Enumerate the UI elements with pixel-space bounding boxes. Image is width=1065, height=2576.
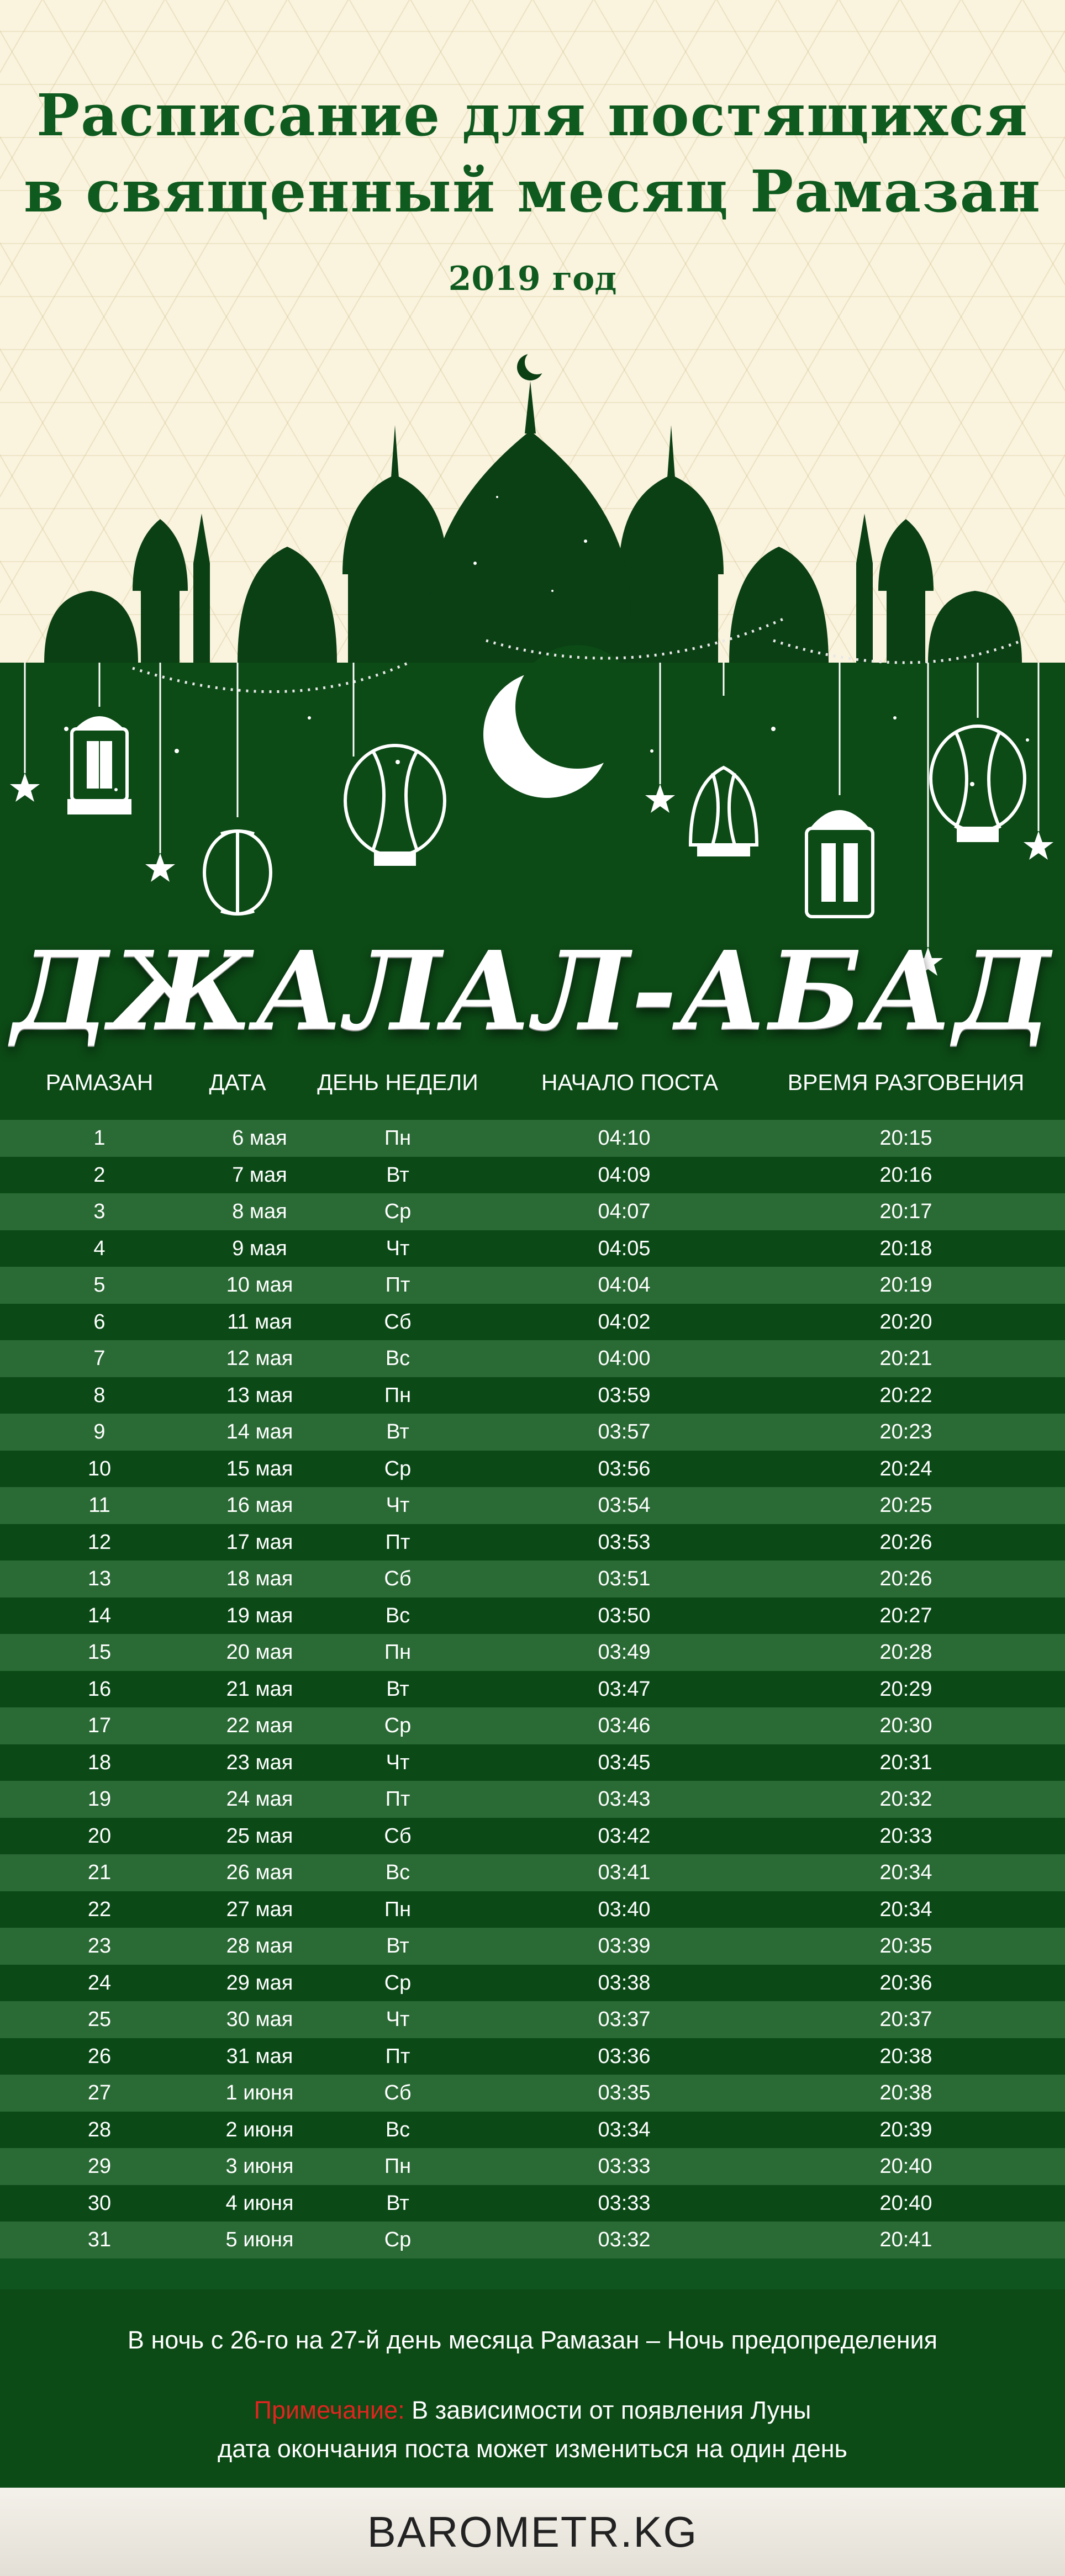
cell-date: 16 мая — [226, 1494, 293, 1517]
remark-note — [0, 2391, 1065, 2468]
cell-weekday: Вт — [386, 1163, 409, 1187]
cell-date: 3 июня — [225, 2155, 294, 2178]
cell-fast-start: 03:51 — [598, 1567, 651, 1590]
cell-weekday: Ср — [384, 1714, 412, 1737]
cell-ramadan-day: 12 — [87, 1530, 112, 1554]
cell-fast-start: 03:41 — [598, 1861, 651, 1884]
table-row — [0, 1193, 1065, 1230]
table-row — [0, 1267, 1065, 1304]
cell-weekday: Вт — [386, 2191, 409, 2215]
cell-weekday: Пн — [384, 1126, 412, 1150]
remark-line-1: В зависимости от появления Луны — [404, 2396, 811, 2424]
table-row — [0, 2038, 1065, 2075]
cell-weekday: Сб — [384, 1567, 412, 1590]
cell-ramadan-day: 17 — [87, 1714, 112, 1737]
cell-ramadan-day: 14 — [87, 1604, 112, 1627]
cell-weekday: Вс — [385, 1861, 410, 1884]
header-weekday: ДЕНЬ НЕДЕЛИ — [317, 1070, 478, 1095]
cell-weekday: Чт — [386, 1236, 410, 1260]
cell-weekday: Пт — [385, 1787, 410, 1811]
cell-fast-start: 03:47 — [598, 1677, 651, 1701]
header-ramadan: РАМАЗАН — [45, 1070, 154, 1095]
remark-label: Примечание: — [254, 2396, 405, 2424]
table-row — [0, 1598, 1065, 1635]
cell-weekday: Вс — [385, 1604, 410, 1627]
cell-ramadan-day: 26 — [87, 2044, 112, 2068]
cell-date: 1 июня — [225, 2081, 294, 2104]
cell-iftar: 20:31 — [879, 1750, 932, 1774]
cell-weekday: Сб — [384, 1310, 412, 1334]
city-name: ДЖАЛАЛ-АБАД — [12, 928, 1053, 1055]
cell-date: 11 мая — [227, 1310, 292, 1334]
cell-date: 9 мая — [232, 1236, 287, 1260]
cell-ramadan-day: 29 — [87, 2155, 112, 2178]
cell-iftar: 20:40 — [879, 2155, 932, 2178]
cell-fast-start: 03:32 — [598, 2228, 651, 2251]
table-row — [0, 2075, 1065, 2112]
cell-fast-start: 03:33 — [598, 2155, 651, 2178]
table-row — [0, 1671, 1065, 1708]
table-row — [0, 1414, 1065, 1451]
header-date: ДАТА — [209, 1070, 266, 1095]
cell-ramadan-day: 4 — [93, 1236, 106, 1260]
table-header — [0, 1066, 1065, 1099]
table-row — [0, 1781, 1065, 1818]
cell-date: 24 мая — [226, 1787, 293, 1811]
cell-fast-start: 03:56 — [598, 1457, 651, 1480]
table-row — [0, 2185, 1065, 2222]
cell-date: 23 мая — [226, 1750, 293, 1774]
cell-iftar: 20:30 — [879, 1714, 932, 1737]
cell-weekday: Пт — [385, 1530, 410, 1554]
cell-iftar: 20:34 — [879, 1897, 932, 1921]
cell-fast-start: 03:34 — [598, 2118, 651, 2141]
cell-ramadan-day: 20 — [87, 1824, 112, 1848]
cell-ramadan-day: 13 — [87, 1567, 112, 1590]
cell-date: 13 мая — [226, 1383, 293, 1407]
cell-iftar: 20:29 — [879, 1677, 932, 1701]
cell-fast-start: 03:38 — [598, 1971, 651, 1995]
table-row — [0, 1928, 1065, 1965]
cell-date: 17 мая — [226, 1530, 293, 1554]
cell-fast-start: 03:45 — [598, 1750, 651, 1774]
cell-iftar: 20:37 — [879, 2008, 932, 2031]
cell-date: 25 мая — [226, 1824, 293, 1848]
table-row — [0, 1891, 1065, 1928]
table-row — [0, 1707, 1065, 1744]
table-row — [0, 2001, 1065, 2038]
cell-ramadan-day: 11 — [88, 1494, 110, 1517]
cell-ramadan-day: 21 — [87, 1861, 112, 1884]
cell-weekday: Сб — [384, 2081, 412, 2104]
cell-date: 19 мая — [226, 1604, 293, 1627]
cell-fast-start: 04:05 — [598, 1236, 651, 1260]
cell-weekday: Пн — [384, 1383, 412, 1407]
cell-date: 7 мая — [232, 1163, 287, 1187]
cell-weekday: Пт — [385, 1273, 410, 1297]
cell-ramadan-day: 31 — [87, 2228, 112, 2251]
cell-iftar: 20:26 — [879, 1567, 932, 1590]
table-row — [0, 1524, 1065, 1561]
cell-fast-start: 03:50 — [598, 1604, 651, 1627]
cell-date: 4 июня — [225, 2191, 294, 2215]
schedule-table — [0, 1120, 1065, 2258]
table-row — [0, 2112, 1065, 2149]
cell-fast-start: 04:07 — [598, 1200, 651, 1223]
cell-ramadan-day: 5 — [93, 1273, 106, 1297]
cell-fast-start: 03:59 — [598, 1383, 651, 1407]
cell-fast-start: 04:02 — [598, 1310, 651, 1334]
cell-iftar: 20:28 — [879, 1641, 932, 1664]
cell-iftar: 20:36 — [879, 1971, 932, 1995]
table-row — [0, 1634, 1065, 1671]
cell-ramadan-day: 19 — [87, 1787, 112, 1811]
cell-fast-start: 04:10 — [598, 1126, 651, 1150]
cell-weekday: Вт — [386, 1934, 409, 1958]
cell-iftar: 20:18 — [879, 1236, 932, 1260]
cell-fast-start: 04:09 — [598, 1163, 651, 1187]
cell-date: 18 мая — [226, 1567, 293, 1590]
year-label: 2019 год — [448, 260, 617, 298]
cell-fast-start: 03:43 — [598, 1787, 651, 1811]
cell-date: 12 мая — [226, 1347, 293, 1370]
cell-ramadan-day: 7 — [93, 1347, 106, 1370]
cell-weekday: Вт — [386, 1677, 409, 1701]
cell-date: 14 мая — [226, 1420, 293, 1443]
header-fast-start: НАЧАЛО ПОСТА — [541, 1070, 719, 1095]
table-row — [0, 1230, 1065, 1267]
cell-weekday: Чт — [386, 1750, 410, 1774]
cell-iftar: 20:26 — [879, 1530, 932, 1554]
cell-ramadan-day: 25 — [87, 2008, 112, 2031]
cell-date: 29 мая — [226, 1971, 293, 1995]
table-row — [0, 1377, 1065, 1414]
mosque-silhouette-icon — [44, 381, 1022, 663]
cell-iftar: 20:20 — [879, 1310, 932, 1334]
table-row — [0, 1451, 1065, 1488]
table-row — [0, 1157, 1065, 1194]
cell-weekday: Пн — [384, 1897, 412, 1921]
cell-date: 22 мая — [226, 1714, 293, 1737]
cell-date: 31 мая — [226, 2044, 293, 2068]
cell-fast-start: 03:36 — [598, 2044, 651, 2068]
cell-date: 6 мая — [232, 1126, 287, 1150]
cell-date: 2 июня — [225, 2118, 294, 2141]
cell-iftar: 20:27 — [879, 1604, 932, 1627]
cell-ramadan-day: 16 — [87, 1677, 112, 1701]
cell-fast-start: 03:57 — [598, 1420, 651, 1443]
header-iftar: ВРЕМЯ РАЗГОВЕНИЯ — [787, 1070, 1025, 1095]
table-row — [0, 1561, 1065, 1598]
table-row — [0, 1340, 1065, 1377]
table-row — [0, 1304, 1065, 1341]
table-row — [0, 1744, 1065, 1781]
cell-iftar: 20:33 — [879, 1824, 932, 1848]
cell-fast-start: 04:00 — [598, 1347, 651, 1370]
title-line-1: Расписание для постящихся — [36, 81, 1029, 149]
cell-date: 5 июня — [225, 2228, 294, 2251]
cell-weekday: Ср — [384, 1971, 412, 1995]
crescent-finial-icon — [517, 350, 549, 380]
cell-ramadan-day: 27 — [87, 2081, 112, 2104]
cell-iftar: 20:24 — [879, 1457, 932, 1480]
cell-weekday: Ср — [384, 1200, 412, 1223]
cell-weekday: Чт — [386, 1494, 410, 1517]
cell-iftar: 20:38 — [879, 2044, 932, 2068]
cell-fast-start: 03:33 — [598, 2191, 651, 2215]
cell-iftar: 20:22 — [879, 1383, 932, 1407]
cell-ramadan-day: 28 — [87, 2118, 112, 2141]
table-row — [0, 1120, 1065, 1157]
cell-weekday: Сб — [384, 1824, 412, 1848]
cell-ramadan-day: 18 — [87, 1750, 112, 1774]
cell-weekday: Пт — [385, 2044, 410, 2068]
cell-ramadan-day: 3 — [93, 1200, 106, 1223]
cell-weekday: Ср — [384, 1457, 412, 1480]
cell-date: 30 мая — [226, 2008, 293, 2031]
cell-fast-start: 03:40 — [598, 1897, 651, 1921]
cell-weekday: Пн — [384, 1641, 412, 1664]
cell-iftar: 20:17 — [879, 1200, 932, 1223]
remark-line-2: дата окончания поста может измениться на один день — [218, 2435, 847, 2463]
poster-title — [0, 77, 1065, 230]
cell-date: 15 мая — [226, 1457, 293, 1480]
cell-ramadan-day: 1 — [93, 1126, 106, 1150]
cell-iftar: 20:25 — [879, 1494, 932, 1517]
cell-weekday: Ср — [384, 2228, 412, 2251]
cell-iftar: 20:35 — [879, 1934, 932, 1958]
cell-fast-start: 03:39 — [598, 1934, 651, 1958]
table-row — [0, 1818, 1065, 1855]
cell-ramadan-day: 30 — [87, 2191, 112, 2215]
cell-weekday: Чт — [386, 2008, 410, 2031]
cell-date: 28 мая — [226, 1934, 293, 1958]
cell-fast-start: 03:49 — [598, 1641, 651, 1664]
cell-date: 8 мая — [232, 1200, 287, 1223]
cell-date: 21 мая — [226, 1677, 293, 1701]
cell-ramadan-day: 22 — [87, 1897, 112, 1921]
cell-iftar: 20:21 — [879, 1347, 932, 1370]
cell-ramadan-day: 23 — [87, 1934, 112, 1958]
cell-iftar: 20:19 — [879, 1273, 932, 1297]
cell-weekday: Вс — [385, 1347, 410, 1370]
cell-date: 20 мая — [226, 1641, 293, 1664]
cell-ramadan-day: 2 — [93, 1163, 106, 1187]
cell-fast-start: 03:53 — [598, 1530, 651, 1554]
cell-ramadan-day: 9 — [93, 1420, 106, 1443]
cell-ramadan-day: 15 — [87, 1641, 112, 1664]
cell-fast-start: 03:35 — [598, 2081, 651, 2104]
title-line-2: в священный месяц Рамазан — [23, 157, 1042, 225]
cell-ramadan-day: 6 — [93, 1310, 106, 1334]
cell-iftar: 20:38 — [879, 2081, 932, 2104]
cell-iftar: 20:16 — [879, 1163, 932, 1187]
cell-fast-start: 03:54 — [598, 1494, 651, 1517]
cell-iftar: 20:32 — [879, 1787, 932, 1811]
cell-date: 26 мая — [226, 1861, 293, 1884]
cell-ramadan-day: 24 — [87, 1971, 112, 1995]
cell-iftar: 20:41 — [879, 2228, 932, 2251]
cell-weekday: Вс — [385, 2118, 410, 2141]
table-row — [0, 2221, 1065, 2258]
cell-fast-start: 03:46 — [598, 1714, 651, 1737]
cell-weekday: Вт — [386, 1420, 409, 1443]
table-row — [0, 2148, 1065, 2185]
cell-fast-start: 03:42 — [598, 1824, 651, 1848]
cell-iftar: 20:34 — [879, 1861, 932, 1884]
table-bottom-band — [0, 2258, 1065, 2289]
cell-iftar: 20:40 — [879, 2191, 932, 2215]
cell-date: 27 мая — [226, 1897, 293, 1921]
cell-ramadan-day: 8 — [93, 1383, 106, 1407]
cell-date: 10 мая — [226, 1273, 293, 1297]
cell-fast-start: 03:37 — [598, 2008, 651, 2031]
table-row — [0, 1854, 1065, 1891]
cell-iftar: 20:15 — [879, 1126, 932, 1150]
cell-fast-start: 04:04 — [598, 1273, 651, 1297]
night-of-power-note: В ночь с 26-го на 27-й день месяца Рамазан – Ночь предопределения — [127, 2326, 938, 2354]
cell-iftar: 20:39 — [879, 2118, 932, 2141]
cell-ramadan-day: 10 — [87, 1457, 112, 1480]
cell-iftar: 20:23 — [879, 1420, 932, 1443]
table-row — [0, 1965, 1065, 2002]
cell-weekday: Пн — [384, 2155, 412, 2178]
table-row — [0, 1487, 1065, 1524]
footer-brand: BAROMETR.KG — [0, 2488, 1065, 2576]
